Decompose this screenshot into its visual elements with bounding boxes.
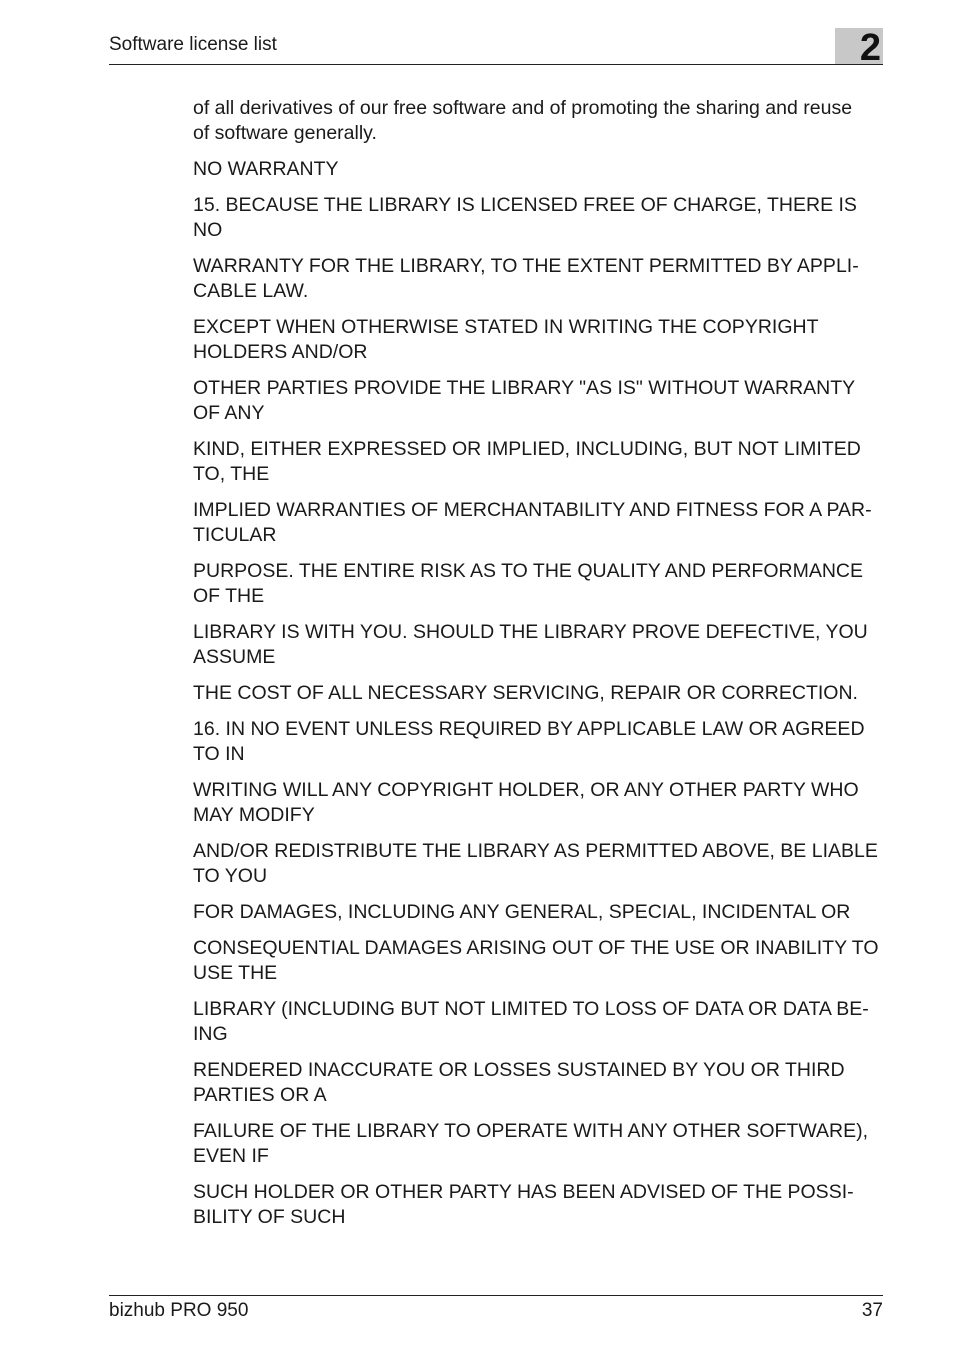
paragraph: LIBRARY IS WITH YOU. SHOULD THE LIBRARY PROVE DEFECTIVE, YOU ASSUME xyxy=(193,621,868,668)
paragraph: EXCEPT WHEN OTHERWISE STATED IN WRITING THE COPYRIGHT HOLDERS AND/OR xyxy=(193,316,819,363)
paragraph: IMPLIED WARRANTIES OF MERCHANTABILITY AND FITNESS FOR A PAR- TICULAR xyxy=(193,499,872,546)
license-text xyxy=(193,96,885,1241)
paragraph: CONSEQUENTIAL DAMAGES ARISING OUT OF THE USE OR INABILITY TO USE THE xyxy=(193,937,879,984)
page-footer xyxy=(109,1295,883,1332)
section-title: Software license list xyxy=(109,34,277,55)
paragraph: PURPOSE. THE ENTIRE RISK AS TO THE QUALITY AND PERFORMANCE OF THE xyxy=(193,560,864,607)
product-name: bizhub PRO 950 xyxy=(109,1300,249,1321)
paragraph: NO WARRANTY xyxy=(193,158,339,180)
paragraph: KIND, EITHER EXPRESSED OR IMPLIED, INCLUDING, BUT NOT LIMITED TO, THE xyxy=(193,438,861,485)
paragraph: OTHER PARTIES PROVIDE THE LIBRARY "AS IS" WITHOUT WARRANTY OF ANY xyxy=(193,377,856,424)
page-number: 37 xyxy=(861,1300,883,1321)
paragraph: RENDERED INACCURATE OR LOSSES SUSTAINED BY YOU OR THIRD PARTIES OR A xyxy=(193,1059,845,1106)
paragraph: of all derivatives of our free software and of promoting the sharing and reuse of software generally. xyxy=(193,97,853,144)
paragraph: LIBRARY (INCLUDING BUT NOT LIMITED TO LOSS OF DATA OR DATA BE- ING xyxy=(193,998,869,1045)
paragraph: FAILURE OF THE LIBRARY TO OPERATE WITH ANY OTHER SOFTWARE), EVEN IF xyxy=(193,1120,869,1167)
paragraph: WARRANTY FOR THE LIBRARY, TO THE EXTENT PERMITTED BY APPLI- CABLE LAW. xyxy=(193,255,859,302)
chapter-badge xyxy=(835,27,883,69)
paragraph: WRITING WILL ANY COPYRIGHT HOLDER, OR ANY OTHER PARTY WHO MAY MODIFY xyxy=(193,779,859,826)
paragraph: SUCH HOLDER OR OTHER PARTY HAS BEEN ADVISED OF THE POSSI- BILITY OF SUCH xyxy=(193,1181,854,1228)
page-header xyxy=(109,27,883,69)
paragraph: 15. BECAUSE THE LIBRARY IS LICENSED FREE OF CHARGE, THERE IS NO xyxy=(193,194,857,241)
paragraph: FOR DAMAGES, INCLUDING ANY GENERAL, SPECIAL, INCIDENTAL OR xyxy=(193,901,851,923)
paragraph: 16. IN NO EVENT UNLESS REQUIRED BY APPLICABLE LAW OR AGREED TO IN xyxy=(193,718,865,765)
paragraph: AND/OR REDISTRIBUTE THE LIBRARY AS PERMITTED ABOVE, BE LIABLE TO YOU xyxy=(193,840,878,887)
chapter-number: 2 xyxy=(859,27,881,69)
paragraph: THE COST OF ALL NECESSARY SERVICING, REPAIR OR CORRECTION. xyxy=(193,682,858,704)
